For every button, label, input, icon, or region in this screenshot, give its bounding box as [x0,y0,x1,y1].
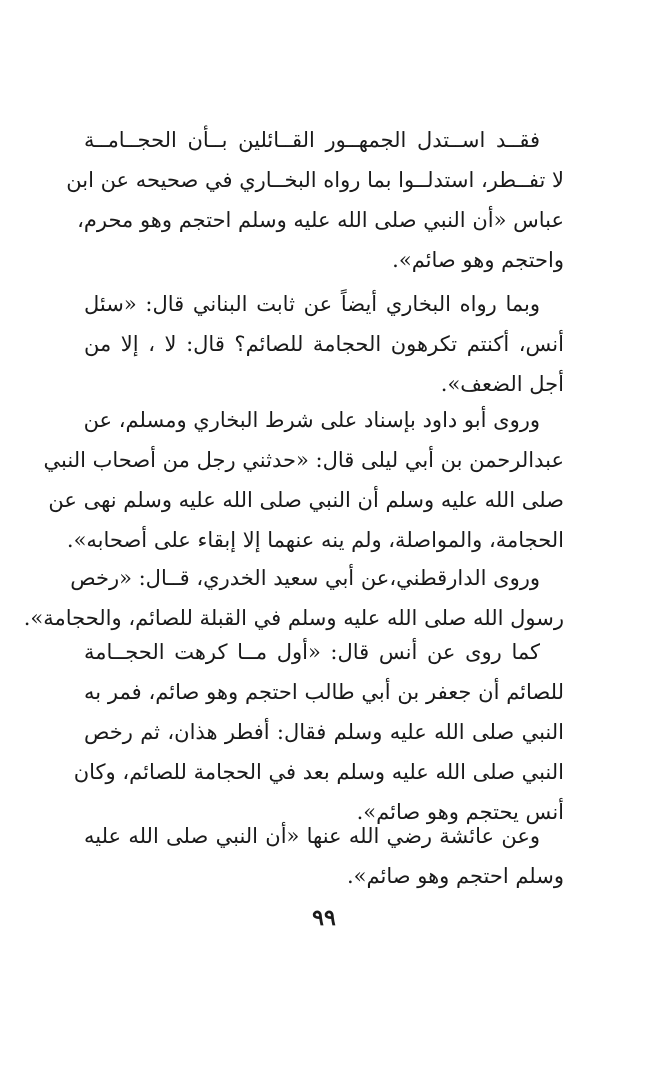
text-line: للصائم أن جعفر بن أبي طالب احتجم وهو صائم، فمر به [84,680,564,704]
text-line: فقــد اســتدل الجمهــور القــائلين بــأن الحجــامــة [84,128,540,152]
text-line: رسول الله صلى الله عليه وسلم في القبلة للصائم، والحجامة». [23,606,564,630]
text-line: وبما رواه البخاري أيضاً عن ثابت البناني قال: «سئل [84,292,540,316]
text-line: أنس، أكنتم تكرهون الحجامة للصائم؟ قال: لا ، إلا من [84,332,564,356]
text-line: أجل الضعف». [440,372,564,396]
paragraph-2 [84,284,564,404]
paragraph-6 [84,816,564,896]
text-line: وسلم احتجم وهو صائم». [346,864,564,888]
text-line: لا تفــطر، استدلــوا بما رواه البخــاري في صحيحه عن ابن [66,168,564,192]
page-number: ٩٩ [312,905,336,931]
text-line: الحجامة، والمواصلة، ولم ينه عنهما إلا إبقاء على أصحابه». [66,528,564,552]
text-line: وعن عائشة رضي الله عنها «أن النبي صلى الله عليه [84,824,540,848]
paragraph-4 [23,558,564,638]
text-line: أنس يحتجم وهو صائم». [356,800,564,824]
book-page [23,0,564,1084]
text-line: عباس «أن النبي صلى الله عليه وسلم احتجم وهو محرم، [77,208,564,232]
text-line: واحتجم وهو صائم». [392,248,564,272]
paragraph-3 [43,400,564,560]
text-line: وروى أبو داود بإسناد على شرط البخاري ومسلم، عن [83,408,540,432]
text-line: النبي صلى الله عليه وسلم بعد في الحجامة للصائم، وكان [73,760,564,784]
text-line: صلى الله عليه وسلم أن النبي صلى الله عليه وسلم نهى عن [48,488,564,512]
text-line: النبي صلى الله عليه وسلم فقال: أفطر هذان، ثم رخص [84,720,564,744]
text-line: وروى الدارقطني،عن أبي سعيد الخدري، قــال: «رخص [70,566,540,590]
paragraph-1 [66,120,564,280]
text-line: كما روى عن أنس قال: «أول مــا كرهت الحجــامة [84,640,540,664]
paragraph-5 [73,632,564,832]
text-line: عبدالرحمن بن أبي ليلى قال: «حدثني رجل من أصحاب النبي [43,448,564,472]
